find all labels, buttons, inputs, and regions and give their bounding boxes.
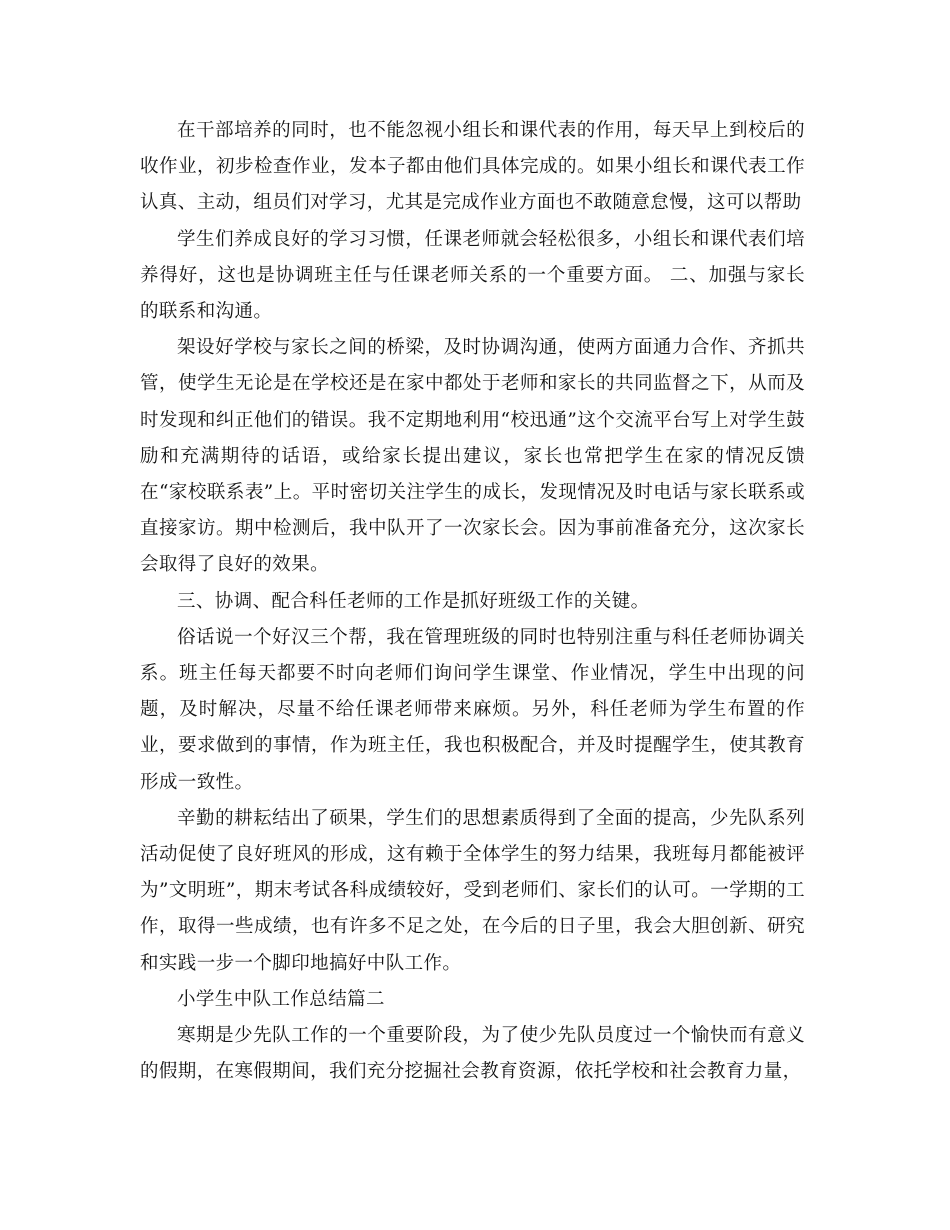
paragraph-study-habits: 学生们养成良好的学习习惯，任课老师就会轻松很多，小组长和课代表们培养得好，这也是协调班主任与任课老师关系的一个重要方面。 二、加强与家长的联系和沟通。 bbox=[140, 228, 805, 323]
document-body bbox=[140, 113, 805, 1090]
paragraph-results: 辛勤的耕耘结出了硕果，学生们的思想素质得到了全面的提高，少先队系列活动促使了良好班风的形成，这有赖于全体学生的努力结果，我班每月都能被评为”文明班”，期末考试各科成绩较好，受到老师们、家长们的认可。一学期的工作，取得一些成绩，也有许多不足之处，在今后的日子里，我会大胆创新、研究和实践一步一个脚印地搞好中队工作。 bbox=[140, 807, 805, 974]
section-title-part-two: 小学生中队工作总结篇二 bbox=[177, 988, 385, 1010]
paragraph-teacher-coordination: 俗话说一个好汉三个帮，我在管理班级的同时也特别注重与科任老师协调关系。班主任每天都要不时向老师们询问学生课堂、作业情况，学生中出现的问题，及时解决，尽量不给任课老师带来麻烦。另外，科任老师为学生布置的作业，要求做到的事情，作为班主任，我也积极配合，并及时提醒学生，使其教育形成一致性。 bbox=[140, 626, 805, 793]
section-heading-three: 三、协调、配合科任老师的工作是抓好班级工作的关键。 bbox=[177, 590, 650, 612]
paragraph-cadre-training: 在干部培养的同时，也不能忽视小组长和课代表的作用，每天早上到校后的收作业，初步检查作业，发本子都由他们具体完成的。如果小组长和课代表工作认真、主动，组员们对学习，尤其是完成作业方面也不敢随意怠慢，这可以帮助 bbox=[140, 120, 805, 214]
paragraph-winter-break: 寒期是少先队工作的一个重要阶段，为了使少先队员度过一个愉快而有意义的假期，在寒假期间，我们充分挖掘社会教育资源，依托学校和社会教育力量， bbox=[140, 1025, 805, 1083]
paragraph-home-school-bridge: 架设好学校与家长之间的桥梁，及时协调沟通，使两方面通力合作、齐抓共管，使学生无论是在学校还是在家中都处于老师和家长的共同监督之下，从而及时发现和纠正他们的错误。我不定期地利用“校迅通”这个交流平台写上对学生鼓励和充满期待的话语，或给家长提出建议，家长也常把学生在家的情况反馈在“家校联系表”上。平时密切关注学生的成长，发现情况及时电话与家长联系或直接家访。期中检测后，我中队开了一次家长会。因为事前准备充分，这次家长会取得了良好的效果。 bbox=[140, 337, 805, 576]
